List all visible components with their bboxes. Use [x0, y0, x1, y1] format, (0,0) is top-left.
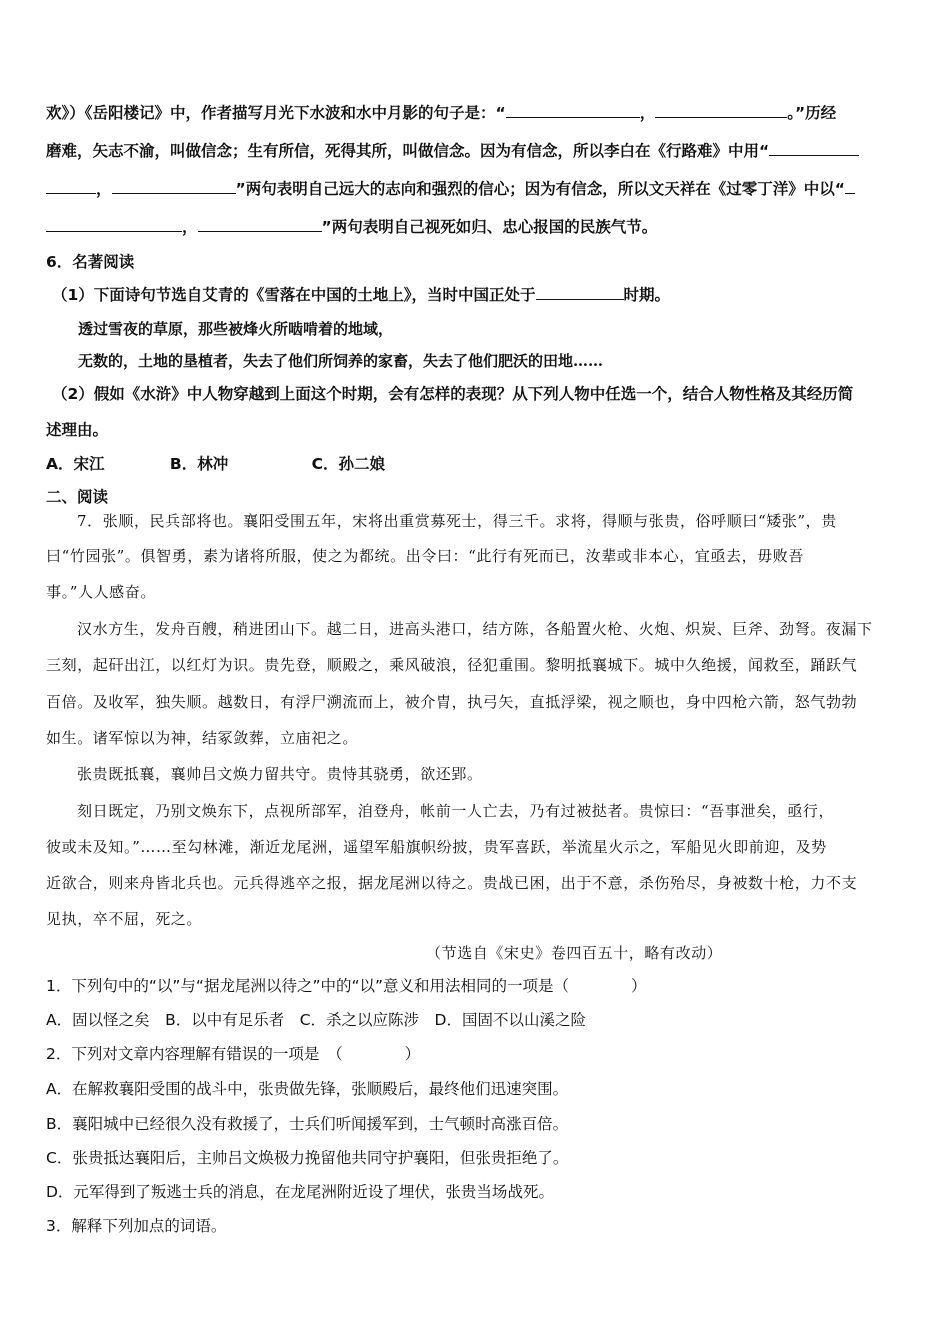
- option-a: A．宋江: [46, 455, 105, 473]
- passage-p2-line-4: 如生。诸军惊以为神，结冢敛葬，立庙祀之。: [46, 729, 359, 747]
- question-6-2-line-2: 述理由。: [46, 421, 109, 439]
- answer-blank[interactable]: [536, 284, 624, 300]
- question-1: 1．下列句中的“以”与“据龙尾洲以待之”中的“以”意义和用法相同的一项是（ ）: [46, 977, 647, 995]
- passage-p4-line-1: 刻日既定，乃别文焕东下，点视所部军，洎登舟，帐前一人亡去，乃有过被挞者。贵惊曰：“吾事泄矣，亟行，: [77, 802, 835, 820]
- passage-p1-line-2: 曰“竹园张”。俱智勇，素为诸将所服，使之为都统。出令曰：“此行有死而已，汝辈或非本心，宜亟去，毋败吾: [46, 547, 805, 565]
- fill-blank-line-4: ， ”两句表明自己视死如归、忠心报国的民族气节。: [46, 216, 657, 237]
- passage-p4-line-4: 见执，卒不屈，死之。: [46, 910, 203, 928]
- poem-line-2: 无数的，土地的垦植者，失去了他们所饲养的家畜，失去了他们肥沃的田地……: [78, 352, 604, 370]
- question-2-option-d: D．元军得到了叛逃士兵的消息，在龙尾洲附近设了埋伏，张贵当场战死。: [46, 1183, 554, 1201]
- passage-p4-line-2: 彼或未及知。”……至勾林滩，渐近龙尾洲，遥望军船旗帜纷披，贵军喜跃，举流星火示之，军船见火即前迎，及势: [46, 838, 827, 856]
- answer-blank[interactable]: [845, 178, 855, 194]
- character-options: [46, 454, 385, 474]
- passage-p4-line-3: 近欲合，则来舟皆北兵也。元兵得逃卒之报，据龙尾洲以待之。贵战已困，出于不意，杀伤殆尽，身被数十枪，力不支: [46, 874, 858, 892]
- question-6-1: （1）下面诗句节选自艾青的《雪落在中国的土地上》，当时中国正处于 时期。: [52, 286, 671, 304]
- passage-p1-line-3: 事。”人人感奋。: [46, 583, 156, 601]
- fill-blank-line-1: 欢》）《岳阳楼记》中，作者描写月光下水波和水中月影的句子是：“ ， 。”历经: [46, 104, 837, 122]
- question-2: 2．下列对文章内容理解有错误的一项是 （ ）: [46, 1045, 421, 1063]
- answer-blank[interactable]: [112, 178, 236, 194]
- option-b: B．林冲: [169, 455, 229, 473]
- answer-blank[interactable]: [769, 140, 859, 156]
- fill-blank-line-3: ， ”两句表明自己远大的志向和强烈的信心；因为有信念，所以文天祥在《过零丁洋》中以“: [46, 178, 855, 199]
- question-2-option-c: C．张贵抵达襄阳后，主帅吕文焕极力挽留他共同守护襄阳，但张贵拒绝了。: [46, 1149, 569, 1167]
- answer-blank[interactable]: [655, 102, 787, 118]
- poem-line-1: 透过雪夜的草原，那些被烽火所啮啃着的地域，: [78, 320, 394, 338]
- answer-blank[interactable]: [506, 102, 640, 118]
- passage-p1-line-1: 7．张顺，民兵部将也。襄阳受围五年，宋将出重赏募死士，得三千。求将，得顺与张贵，俗呼顺曰“矮张”，贵: [77, 512, 837, 530]
- answer-blank[interactable]: [46, 216, 182, 232]
- fill-blank-line-2: 磨难，矢志不渝，叫做信念；生有所信，死得其所，叫做信念。因为有信念，所以李白在《行路难》中用“: [46, 140, 859, 161]
- section-6-title: 6．名著阅读: [46, 253, 135, 271]
- passage-p2-line-2: 三刻，起矸出江，以红灯为识。贵先登，顺殿之，乘风破浪，径犯重围。黎明抵襄城下。城中久绝援，闻救至，踊跃气: [46, 656, 858, 674]
- question-3: 3．解释下列加点的词语。: [46, 1217, 227, 1235]
- question-1-options: A．固以怪之矣 B．以中有足乐者 C．杀之以应陈涉 D．国固不以山溪之险: [46, 1011, 586, 1029]
- passage-source: （节选自《宋史》卷四百五十，略有改动）: [426, 944, 723, 962]
- question-2-option-a: A．在解救襄阳受围的战斗中，张贵做先锋，张顺殿后，最终他们迅速突围。: [46, 1080, 569, 1098]
- option-c: C．孙二娘: [311, 455, 386, 473]
- passage-p3-line-1: 张贵既抵襄，襄帅吕文焕力留共守。贵恃其骁勇，欲还郢。: [77, 765, 483, 783]
- question-6-2-line-1: （2）假如《水浒》中人物穿越到上面这个时期，会有怎样的表现？从下列人物中任选一个，结合人物性格及其经历简: [52, 385, 854, 403]
- part-2-title: 二、阅读: [46, 488, 109, 506]
- passage-p2-line-3: 百倍。及收军，独失顺。越数日，有浮尸溯流而上，被介胄，执弓矢，直抵浮梁，视之顺也，身中四枪六箭，怒气勃勃: [46, 693, 858, 711]
- passage-p2-line-1: 汉水方生，发舟百艘，稍进团山下。越二日，进高头港口，结方陈，各船置火枪、火炮、炽炭、巨斧、劲弩。夜漏下: [77, 620, 873, 638]
- question-2-option-b: B．襄阳城中已经很久没有救援了，士兵们听闻援军到，士气顿时高涨百倍。: [46, 1115, 569, 1133]
- answer-blank[interactable]: [46, 178, 96, 194]
- answer-blank[interactable]: [198, 216, 322, 232]
